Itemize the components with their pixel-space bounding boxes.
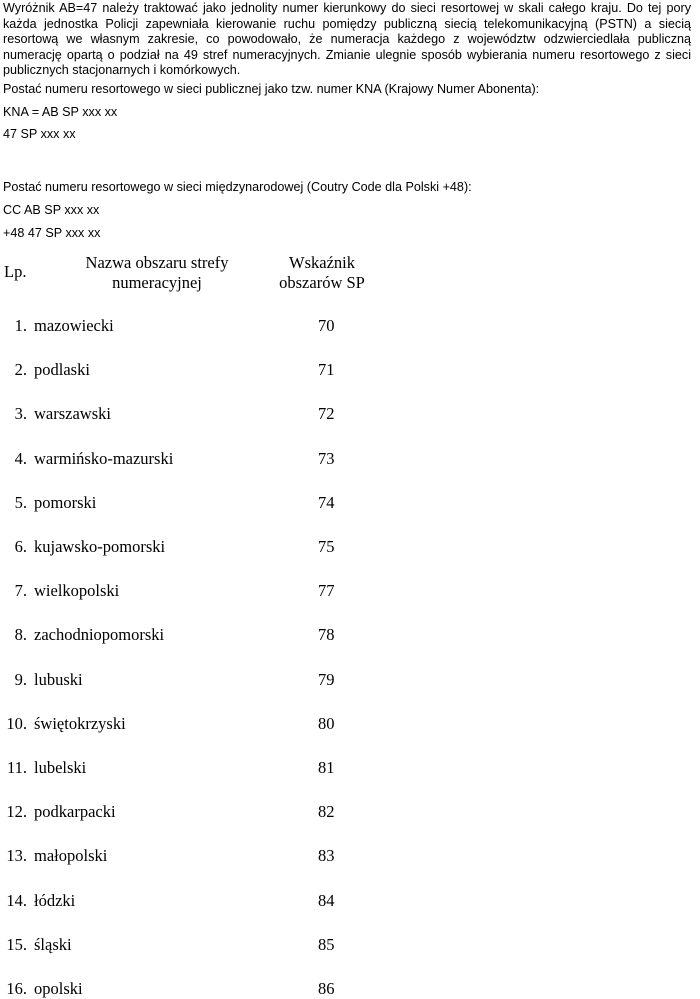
column-header-zone-name-line2: numeracyjnej xyxy=(112,273,202,292)
zone-name: pomorski xyxy=(34,492,97,512)
public-number-example: 47 SP xxx xx xyxy=(3,127,76,141)
table-row xyxy=(0,404,700,424)
zone-name: warszawski xyxy=(34,404,111,424)
column-header-zone-name-line1: Nazwa obszaru strefy xyxy=(85,253,229,272)
sp-indicator: 75 xyxy=(318,537,335,556)
table-row xyxy=(0,714,700,734)
sp-indicator: 73 xyxy=(318,448,335,468)
row-number: 7. xyxy=(14,581,27,601)
row-number: 2. xyxy=(14,360,27,380)
column-header-lp: Lp. xyxy=(4,262,27,281)
sp-indicator: 86 xyxy=(318,979,335,998)
international-number-example: +48 47 SP xxx xx xyxy=(3,226,101,240)
row-number: 1. xyxy=(14,316,27,335)
public-number-heading: Postać numeru resortowego w sieci publicznej jako tzw. numer KNA (Krajowy Numer Abonenta): xyxy=(3,82,540,96)
zone-name: warmińsko-mazurski xyxy=(34,448,174,468)
table-row xyxy=(0,758,700,778)
sp-indicator: 78 xyxy=(318,625,335,645)
zone-name: łódzki xyxy=(34,890,76,910)
sp-indicator: 71 xyxy=(318,360,335,380)
table-row xyxy=(0,625,700,645)
row-number: 13. xyxy=(6,846,27,866)
table-row xyxy=(0,891,700,911)
zone-name: zachodniopomorski xyxy=(34,625,165,645)
row-number: 4. xyxy=(14,448,27,468)
international-number-format: CC AB SP xxx xx xyxy=(3,203,100,217)
sp-indicator: 72 xyxy=(318,404,335,424)
sp-indicator: 70 xyxy=(318,316,335,335)
table-row xyxy=(0,670,700,690)
zone-name: kujawsko-pomorski xyxy=(34,537,166,556)
sp-indicator: 82 xyxy=(318,802,335,822)
row-number: 11. xyxy=(6,758,27,777)
sp-indicator: 79 xyxy=(318,669,335,689)
row-number: 9. xyxy=(14,669,27,689)
sp-indicator: 85 xyxy=(318,934,335,954)
row-number: 12. xyxy=(6,802,27,822)
column-header-sp-indicator-line1: Wskaźnik xyxy=(289,253,355,272)
zone-name: opolski xyxy=(34,979,83,998)
sp-indicator: 83 xyxy=(318,846,335,866)
public-number-format: KNA = AB SP xxx xx xyxy=(3,105,118,119)
row-number: 10. xyxy=(6,713,27,733)
table-row xyxy=(0,449,700,469)
zone-name: wielkopolski xyxy=(34,581,120,601)
sp-indicator: 77 xyxy=(318,581,335,601)
column-header-sp-indicator-line2: obszarów SP xyxy=(279,273,365,292)
row-number: 5. xyxy=(14,492,27,512)
zone-name: śląski xyxy=(34,934,72,954)
zone-name: mazowiecki xyxy=(34,316,114,335)
row-number: 3. xyxy=(14,404,27,424)
column-header-zone-name xyxy=(64,253,250,293)
table-row xyxy=(0,581,700,601)
table-row xyxy=(0,979,700,999)
column-header-sp-indicator xyxy=(254,253,390,293)
row-number: 14. xyxy=(6,890,27,910)
zone-name: podlaski xyxy=(34,360,90,380)
table-row xyxy=(0,316,700,336)
row-number: 15. xyxy=(6,934,27,954)
sp-indicator: 84 xyxy=(318,890,335,910)
table-row xyxy=(0,537,700,557)
table-row xyxy=(0,360,700,380)
row-number: 8. xyxy=(14,625,27,645)
international-number-heading: Postać numeru resortowego w sieci międzynarodowej (Coutry Code dla Polski +48): xyxy=(3,180,472,194)
sp-indicator: 81 xyxy=(318,758,335,777)
zone-name: świętokrzyski xyxy=(34,713,126,733)
row-number: 6. xyxy=(14,537,27,556)
zone-name: lubuski xyxy=(34,669,83,689)
zone-name: lubelski xyxy=(34,758,87,777)
intro-paragraph: Wyróżnik AB=47 należy traktować jako jednolity numer kierunkowy do sieci resortowej w skali całego kraju. Do tej pory każda jednostka Policji zapewniała kierowanie ruchu pomiędzy publiczną siecią telekomunikacyjną (PSTN) a siecią resortową we własnym zakresie, co powodowało, że numeracja każdego z województw odzwierciedlała publiczną numerację opartą o podział na 49 stref numeracyjnych. Zmianie ulegnie sposób wybierania numeru resortowego z sieci publicznych stacjonarnych i komórkowych. xyxy=(3,1,691,77)
sp-indicator: 80 xyxy=(318,713,335,733)
table-row xyxy=(0,846,700,866)
row-number: 16. xyxy=(6,979,27,998)
zone-name: małopolski xyxy=(34,846,108,866)
table-row xyxy=(0,493,700,513)
table-row xyxy=(0,802,700,822)
zone-name: podkarpacki xyxy=(34,802,116,822)
sp-indicator: 74 xyxy=(318,492,335,512)
table-row xyxy=(0,935,700,955)
